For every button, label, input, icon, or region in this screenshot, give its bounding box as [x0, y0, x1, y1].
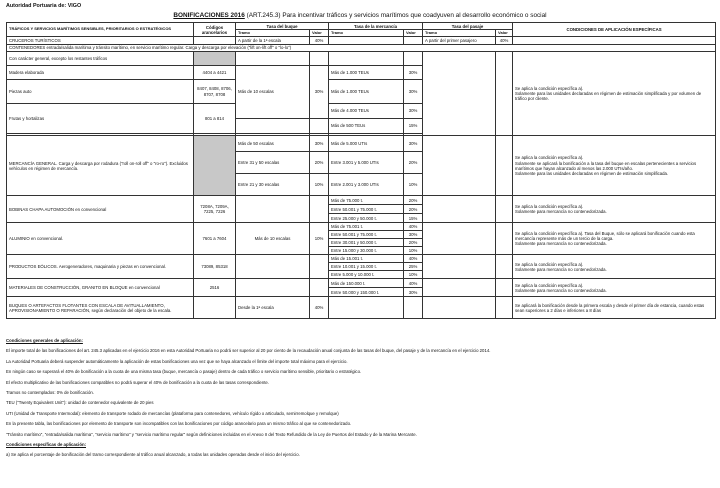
conditions-cell: Se aplica la condición específica a). Solamente se aplicará la bonificación a la tasa del buque en escalas pertenecientes a servicios marítimos que hayan alcanzado al menos las 2.000 UTIs/año. Solamente para las unidades declaradas en régimen de estimación simplificada.	[513, 136, 716, 196]
conditions-cell: Se aplica la condición específica a). Tasa del Buque, sólo se aplicará bonificación cuando esta mercancía represente más de un tercio de la carga. Solamente para mercancía no contenedorizada.	[513, 223, 716, 255]
mercancia-valor: 10%	[404, 271, 423, 279]
mercancia-valor: 10%	[404, 174, 423, 196]
conditions-cell: Se aplica la condición específica a). Solamente para mercancía no contenedorizada.	[513, 255, 716, 279]
buque-tramo: A partir de la 1ª escala	[236, 37, 310, 44]
row-label: MATERIALES DE CONSTRUCCIÓN, GRANITO EN BLOQUE en convencional	[7, 279, 194, 297]
table-row	[7, 37, 716, 44]
table-row	[7, 136, 716, 152]
table-row	[7, 297, 716, 319]
mercancia-tramo: Más de 500 TEUs	[329, 119, 404, 134]
codes-cell: 73089, 85318	[194, 255, 236, 279]
buque-valor: 10%	[310, 223, 329, 255]
buque-valor: 30%	[310, 66, 329, 119]
mercancia-tramo: Entre 15.000 y 30.000 t.	[329, 247, 404, 255]
mercancia-valor: 15%	[404, 119, 423, 134]
conditions-cell: Se aplica la condición específica a). Solamente para mercancía no contenedorizada.	[513, 279, 716, 297]
buque-tramo: Entre 31 y 50 escalas	[236, 152, 310, 174]
mercancia-tramo: Entre 3.001 y 5.000 UTIs	[329, 152, 404, 174]
section-row	[7, 44, 716, 51]
bonificaciones-table	[6, 22, 716, 319]
mercancia-tramo: Entre 50.001 y 75.000 t.	[329, 205, 404, 214]
row-label: Frutas y hortalizas	[7, 104, 194, 134]
mercancia-valor: 30%	[404, 231, 423, 239]
header-mercancia: Tasa de la mercancía	[329, 23, 423, 30]
mercancia-valor: 30%	[404, 66, 423, 80]
mercancia-valor: 20%	[404, 239, 423, 247]
table-row	[7, 52, 716, 66]
mercancia-tramo: Más de 75.001 t.	[329, 223, 404, 231]
buque-valor: 40%	[310, 37, 329, 44]
notes-section	[6, 336, 714, 461]
section-contenedores: CONTENEDORES entrada/salida marítima y tránsito marítimo, en servicio marítimo regular. Carga y descarga por elevación ("lift on-lift off" o "lo-lo")	[7, 44, 716, 51]
mercancia-valor: 15%	[404, 214, 423, 223]
row-label: BOBINAS CHAPA AUTOMOCIÓN en convencional	[7, 196, 194, 223]
buque-valor: 40%	[310, 297, 329, 319]
table-row	[7, 255, 716, 263]
codes-cell: 2516	[194, 279, 236, 297]
row-label: Con carácter general, excepto los restantes tráficos	[7, 52, 194, 66]
header-pasaje: Tasa del pasaje	[423, 23, 513, 30]
mercancia-tramo: Entre 50.001 y 75.000 t.	[329, 231, 404, 239]
codes-cell: 7601 a 7604	[194, 223, 236, 255]
page-title	[0, 12, 720, 19]
conditions-cell: Se aplica la condición específica a). Solamente para las unidades declaradas en régimen de estimación simplificada y por volumen de tráfico por cliente.	[513, 52, 716, 136]
note-line: Tramos no contemplados: 0% de bonificación.	[6, 389, 94, 395]
buque-tramo: Entre 21 y 30 escalas	[236, 174, 310, 196]
row-label: Piezas auto	[7, 80, 194, 104]
mercancia-tramo: Más de 150.000 t.	[329, 279, 404, 288]
header-conditions: CONDICIONES DE APLICACIÓN ESPECÍFICAS	[513, 23, 716, 37]
row-label: ALUMINIO en convencional.	[7, 223, 194, 255]
mercancia-tramo: Más de 1.000 TEUs	[329, 66, 404, 80]
mercancia-tramo: Entre 5.000 y 10.000 t.	[329, 271, 404, 279]
mercancia-valor: 30%	[404, 104, 423, 119]
notes-heading-general: Condiciones generales de aplicación:	[6, 338, 83, 343]
title-year: BONIFICACIONES 2016	[173, 12, 245, 19]
subheader-tramo: Tramo	[329, 30, 404, 37]
mercancia-valor: 25%	[404, 263, 423, 271]
subheader-tramo: Tramo	[423, 30, 496, 37]
note-line: TEU ("Twenty Equivalent Unit"): unidad de contenedor equivalente de 20 pies	[6, 400, 154, 406]
note-line: La Autoridad Portuaria deberá suspender automáticamente la aplicación de estas bonificaciones una vez que se haya alcanzado el límite del importe total máximo para el ejercicio.	[6, 358, 348, 364]
mercancia-valor: 10%	[404, 247, 423, 255]
buque-valor: 10%	[310, 174, 329, 196]
table-row	[7, 196, 716, 205]
pasaje-tramo: A partir del primer pasajero	[423, 37, 496, 44]
codes-cell: 8407, 8408, 8706, 8707, 8708	[194, 80, 236, 104]
mercancia-tramo: Más de 4.000 TEUs	[329, 104, 404, 119]
note-line: En ningún caso se superará el 40% de bonificación a la cuota de una misma tasa (buque, mercancía o pasaje) dentro de cada tráfico o servicio marítimo sensible, prioritario o estratégico.	[6, 369, 362, 375]
table-row	[7, 223, 716, 231]
row-label: Madera elaborada	[7, 66, 194, 80]
mercancia-valor: 40%	[404, 223, 423, 231]
notes-heading-specific: Condiciones específicas de aplicación:	[6, 441, 86, 447]
row-label: PRODUCTOS EÓLICOS. Aerogeneradores, maquinaria y piezas en convencional.	[7, 255, 194, 279]
mercancia-tramo: Entre 25.000 y 50.000 t.	[329, 214, 404, 223]
mercancia-tramo: Entre 2.001 y 3.000 UTIs	[329, 174, 404, 196]
mercancia-tramo: Más de 15.001 t.	[329, 255, 404, 263]
buque-tramo: Más de 50 escalas	[236, 136, 310, 152]
pasaje-valor: 40%	[496, 37, 513, 44]
codes-cell: 7208A, 7209A, 7225, 7226	[194, 196, 236, 223]
note-line: a) Se aplica el porcentaje de bonificación del tramo correspondiente al tráfico anual alcanzado, a todas las unidades operadas desde el inicio del ejercicio.	[6, 452, 300, 458]
header-main: TRÁFICOS Y SERVICIOS MARÍTIMOS SENSIBLES, PRIORITARIOS O ESTRATÉGICOS	[7, 23, 194, 37]
mercancia-tramo: Más de 5.000 UTIs	[329, 136, 404, 152]
note-line: El importe total de las bonificaciones del art. 245.3 aplicadas en el ejercicio 2016 en esta Autoridad Portuaria no podrá ser superior al 20 por ciento de la recaudación anual conjunta de las tasas del buque, del pasaje y de la mercancía en el ejercicio 2014.	[6, 348, 491, 354]
header-buque: Tasa del buque	[236, 23, 329, 30]
buque-valor: 30%	[310, 136, 329, 152]
table-header-row	[7, 23, 716, 30]
title-description: (ART.245.3) Para incentivar tráficos y servicios marítimos que coadyuven al desarrollo económico o social	[246, 12, 547, 19]
conditions-cell: Se aplica la condición específica a). Solamente para mercancía no contenedorizada.	[513, 196, 716, 223]
codes-cell: 4404 a 4421	[194, 66, 236, 80]
mercancia-tramo: Entre 10.001 y 15.000 t.	[329, 263, 404, 271]
mercancia-valor: 30%	[404, 136, 423, 152]
subheader-valor: Valor	[310, 30, 329, 37]
row-label: MERCANCÍA GENERAL. Carga y descarga por rodadura ("roll on-roll off" o "ro-ro"). Excluidos vehículos en régimen de mercancía.	[7, 136, 194, 196]
mercancia-valor: 20%	[404, 196, 423, 205]
buque-tramo: Más de 10 escalas	[236, 66, 310, 119]
mercancia-valor: 40%	[404, 279, 423, 288]
mercancia-valor: 20%	[404, 205, 423, 214]
mercancia-tramo: Entre 30.001 y 50.000 t.	[329, 239, 404, 247]
mercancia-tramo: Más de 1.000 TEUs	[329, 80, 404, 104]
row-label: BUQUES O ARTEFACTOS FLOTANTES CON ESCALA DE AVITUALLAMIENTO, APROVISIONAMIENTO O REPARACIÓN, según declaración del objeto de la escala.	[7, 297, 194, 319]
mercancia-valor: 40%	[404, 255, 423, 263]
mercancia-valor: 30%	[404, 288, 423, 297]
buque-tramo: Desde la 1ª escala	[236, 297, 310, 319]
mercancia-tramo: Más de 75.000 t.	[329, 196, 404, 205]
subheader-valor: Valor	[496, 30, 513, 37]
subheader-valor: Valor	[404, 30, 423, 37]
buque-tramo: Más de 10 escalas	[236, 223, 310, 255]
header-codes: Códigos arancelarios	[194, 23, 236, 37]
mercancia-valor: 20%	[404, 152, 423, 174]
row-label: CRUCEROS TURÍSTICOS	[7, 37, 194, 44]
note-line: El efecto multiplicativo de las bonificaciones compatibles no podrá superar el 40% de bonificación a la cuota de las tasas correspondiente.	[6, 379, 269, 385]
subheader-tramo: Tramo	[236, 30, 310, 37]
authority-label: Autoridad Portuaria de: VIGO	[6, 3, 82, 9]
codes-cell: 801 a 814	[194, 104, 236, 134]
mercancia-tramo: Entre 50.000 y 150.000 t.	[329, 288, 404, 297]
conditions-cell: Se aplicará la bonificación desde la primera escala y desde el primer día de estancia, cuando estas sean superiores a 2 días e inferiores a 8 días	[513, 297, 716, 319]
buque-valor: 20%	[310, 152, 329, 174]
table-row	[7, 279, 716, 288]
note-line: UTI (Unidad de Transporte Intermodal): elemento de transporte rodado de mercancías (plataforma para contenedores, vehículo rígido o articulado, semirremolque y remolque)	[6, 410, 339, 416]
note-line: En la presente tabla, las bonificaciones por elemento de transporte son incompatibles con las bonificaciones por código arancelario para un mismo tráfico al que se contenedorizado.	[6, 421, 352, 427]
mercancia-valor: 30%	[404, 80, 423, 104]
note-line: "Tránsito marítimo", "entrada/salida marítima", "servicio marítimo" y "servicio marítimo regular" según definiciones incluidas en el Anexo II del Texto Refundido de la Ley de Puertos del Estado y de la Marina Mercante.	[6, 431, 417, 437]
